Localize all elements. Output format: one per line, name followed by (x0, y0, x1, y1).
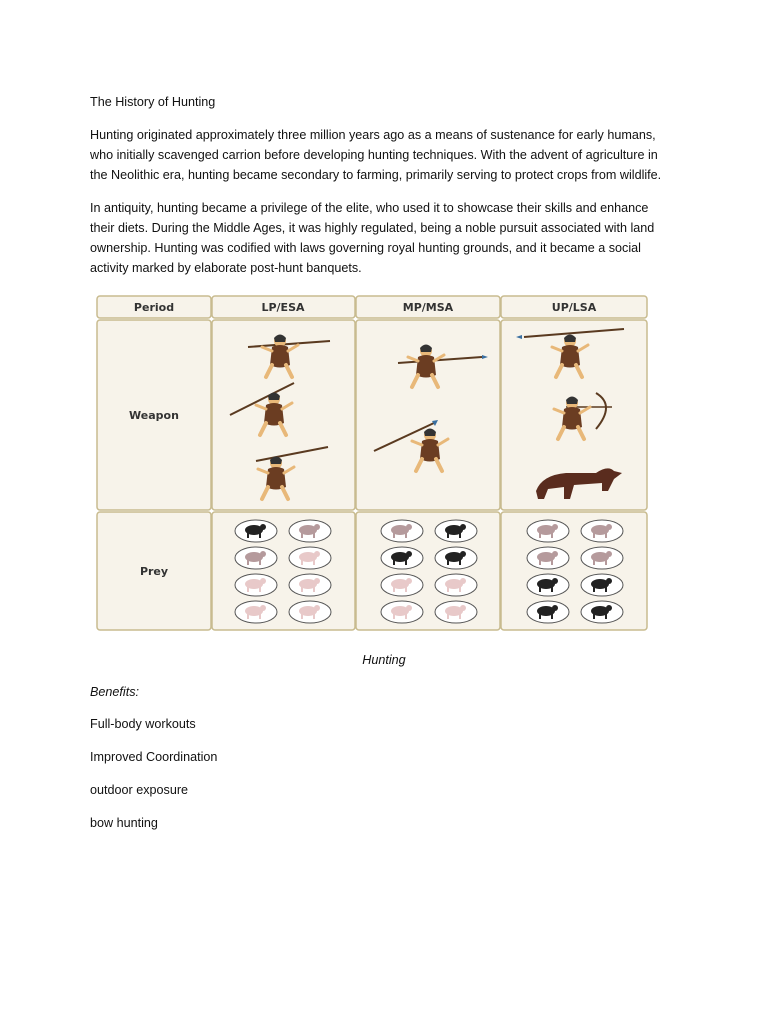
document-title: The History of Hunting (90, 95, 216, 109)
benefits-heading: Benefits: (90, 685, 140, 699)
header-period: Period (133, 301, 175, 314)
benefit-item: Full-body workouts (90, 717, 196, 731)
paragraph-line: the Neolithic era, hunting became secondary to farming, primarily serving to protect crops from wildlife. (90, 168, 662, 182)
row-label-prey: Prey (139, 565, 169, 578)
header-up-lsa: UP/LSA (551, 301, 597, 314)
hunting-figure-graphic (96, 295, 648, 632)
header-lp-esa: LP/ESA (261, 301, 305, 314)
paragraph-line: who initially scavenged carrion before developing hunting techniques. With the advent of agriculture in (90, 148, 658, 162)
hunting-figure (96, 295, 648, 632)
benefit-item: bow hunting (90, 816, 158, 830)
paragraph-line: Hunting originated approximately three million years ago as a means of sustenance for early humans, (90, 128, 656, 142)
paragraph-line: ownership. Hunting was codified with laws governing royal hunting grounds, and it became a social (90, 241, 641, 255)
paragraph-line: their diets. During the Middle Ages, it was highly regulated, being a noble pursuit associated with land (90, 221, 655, 235)
benefit-item: Improved Coordination (90, 750, 218, 764)
row-label-weapon: Weapon (129, 409, 179, 422)
figure-caption: Hunting (362, 653, 406, 667)
paragraph-line: activity marked by elaborate post-hunt banquets. (90, 261, 362, 275)
benefit-item: outdoor exposure (90, 783, 189, 797)
header-mp-msa: MP/MSA (402, 301, 454, 314)
paragraph-line: In antiquity, hunting became a privilege of the elite, who used it to showcase their skills and enhance (90, 201, 649, 215)
paragraph-antiquity (90, 198, 690, 278)
paragraph-origins (90, 125, 690, 185)
